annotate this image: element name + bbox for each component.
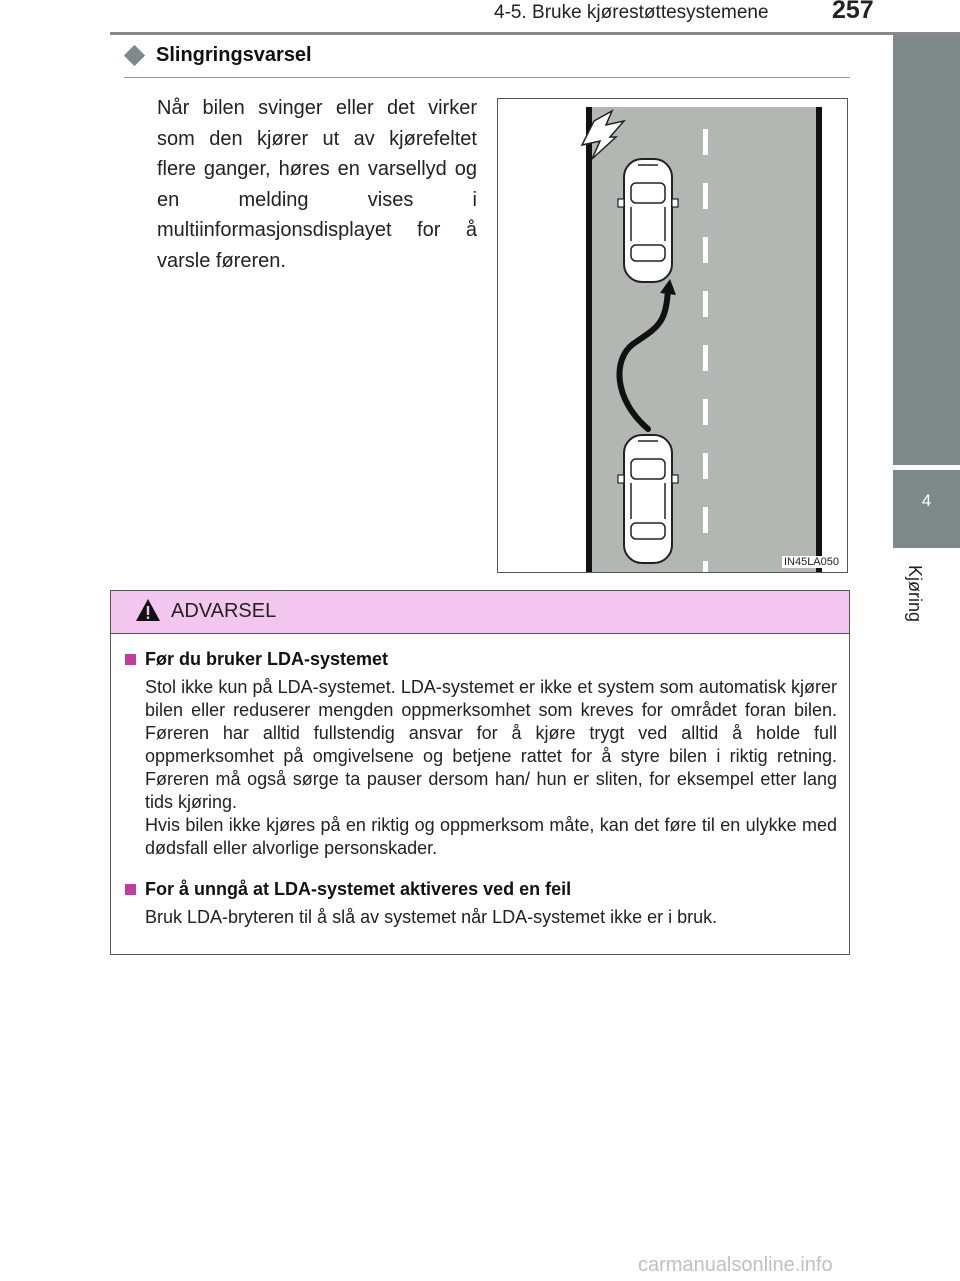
car-bottom — [618, 435, 678, 563]
car-top — [618, 159, 678, 282]
chapter-label — [901, 565, 925, 645]
right-lane-line — [816, 107, 822, 573]
side-tab — [893, 35, 960, 465]
road-surface — [586, 107, 820, 573]
warning-item-heading — [125, 879, 837, 900]
illustration — [497, 98, 848, 573]
chapter-tab[interactable] — [893, 470, 960, 548]
warning-item — [125, 649, 837, 860]
warning-triangle-icon — [135, 597, 161, 623]
subsection-body: Når bilen svinger eller det virker som den kjører ut av kjørefeltet flere ganger, høres en varsellyd og en melding vises i multiinformasjonsdisplayet for å varsle føreren. — [157, 97, 477, 272]
page-number: 257 — [832, 0, 874, 24]
lane-illustration — [498, 99, 848, 573]
warning-item-text-2: Hvis bilen ikke kjøres på en riktig og oppmerksom måte, kan det føre til en ulykke med dødsfall eller alvorlige personskader. — [145, 815, 837, 858]
diamond-icon — [124, 45, 145, 66]
subsection-heading — [124, 44, 312, 67]
subsection-rule — [124, 77, 850, 78]
watermark[interactable]: carmanualsonline.info — [638, 1254, 833, 1276]
square-bullet-icon — [125, 884, 136, 895]
warning-header — [111, 591, 849, 634]
warning-item — [125, 879, 837, 929]
header-rule — [110, 32, 960, 35]
left-lane-line — [586, 107, 592, 573]
warning-title: ADVARSEL — [171, 600, 277, 622]
figure-code: IN45LA050 — [783, 556, 839, 568]
warning-item-text: Bruk LDA-bryteren til å slå av systemet når LDA-systemet ikke er i bruk. — [145, 907, 718, 927]
subsection-title: Slingringsvarsel — [156, 44, 312, 66]
chapter-label-text: Kjøring — [905, 565, 925, 623]
warning-item-heading-text: Før du bruker LDA-systemet — [145, 649, 389, 669]
warning-item-text: Stol ikke kun på LDA-systemet. LDA-systemet er ikke et system som automatisk kjører bilen eller reduserer mengden oppmerksomhet som kreves for området foran bilen. Føreren har alltid fullstendig ansvar for å kjøre trygt ved alltid å holde full oppmerksomhet på omgivelsene og betjene rattet for å styre bilen i riktig retning. Føreren må også sørge ta pauser dersom han/ hun er sliten, for eksempel etter lang tids kjøring. — [145, 677, 837, 812]
warning-item-heading — [125, 649, 837, 670]
warning-box — [110, 590, 850, 955]
chapter-number: 4 — [921, 491, 932, 510]
running-header: 4-5. Bruke kjørestøttesystemene — [494, 2, 769, 23]
warning-item-heading-text: For å unngå at LDA-systemet aktiveres ved en feil — [145, 879, 572, 899]
square-bullet-icon — [125, 654, 136, 665]
